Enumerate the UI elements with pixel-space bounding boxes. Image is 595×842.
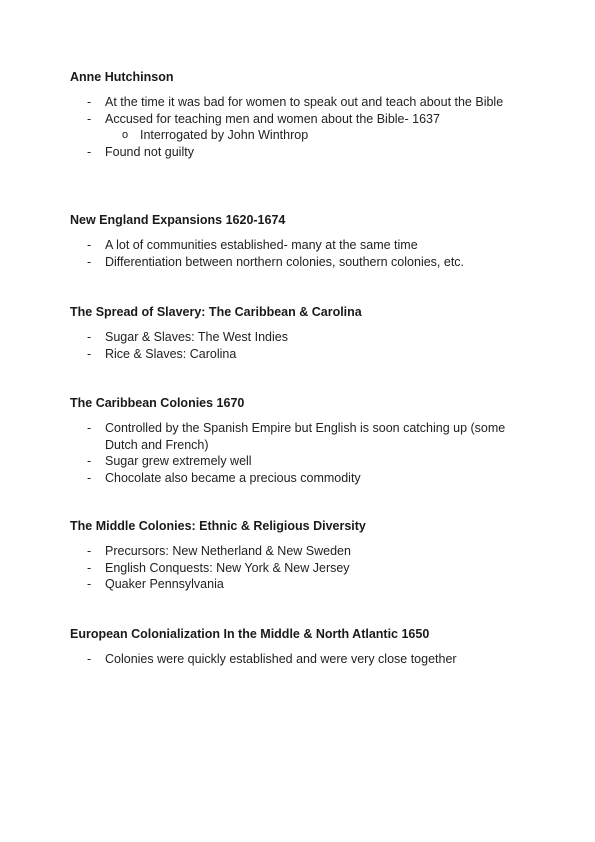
bullet-list — [70, 420, 530, 486]
list-item — [70, 576, 530, 593]
section-anne-hutchinson — [70, 70, 530, 161]
section-heading: European Colonialization In the Middle & North Atlantic 1650 — [70, 627, 430, 641]
list-item — [70, 329, 530, 346]
dash-bullet: - — [87, 544, 92, 558]
dash-bullet: - — [87, 145, 92, 159]
list-item-text: Controlled by the Spanish Empire but English is soon catching up (some Dutch and French) — [105, 421, 506, 452]
section-caribbean-colonies — [70, 396, 530, 486]
list-item — [70, 420, 530, 453]
section-spread-of-slavery — [70, 305, 530, 362]
bullet-list — [70, 543, 530, 593]
circle-bullet: o — [122, 129, 129, 141]
section-middle-colonies — [70, 519, 530, 593]
dash-bullet: - — [87, 560, 92, 575]
list-item — [70, 470, 530, 487]
section-european-colonialization — [70, 627, 530, 668]
list-item-text: Found not guilty — [105, 145, 194, 159]
section-new-england-expansions — [70, 213, 530, 270]
dash-bullet: - — [87, 421, 92, 435]
dash-bullet: - — [87, 346, 92, 361]
list-item-text: Chocolate also became a precious commodity — [105, 470, 361, 485]
dash-bullet: - — [87, 454, 92, 468]
list-item-text: Precursors: New Netherland & New Sweden — [105, 544, 351, 558]
list-item-text: Sugar grew extremely well — [105, 454, 252, 468]
sub-list-item-text: Interrogated by John Winthrop — [140, 128, 309, 142]
list-item-text: A lot of communities established- many at the same time — [105, 238, 418, 252]
dash-bullet: - — [87, 254, 92, 269]
section-heading: The Middle Colonies: Ethnic & Religious Diversity — [70, 519, 366, 533]
dash-bullet: - — [87, 238, 92, 252]
list-item — [70, 254, 530, 271]
dash-bullet: - — [87, 111, 92, 126]
section-heading: The Spread of Slavery: The Caribbean & Carolina — [70, 305, 362, 319]
section-heading: Anne Hutchinson — [70, 70, 174, 84]
bullet-list — [70, 237, 530, 270]
dash-bullet: - — [87, 330, 92, 344]
dash-bullet: - — [87, 652, 92, 666]
dash-bullet: - — [87, 577, 92, 591]
list-item — [70, 651, 530, 668]
list-item — [70, 346, 530, 363]
list-item-text: Colonies were quickly established and were very close together — [105, 652, 457, 666]
list-item-text: Quaker Pennsylvania — [105, 577, 224, 591]
section-heading: The Caribbean Colonies 1670 — [70, 396, 245, 410]
list-item-text: English Conquests: New York & New Jersey — [105, 560, 350, 575]
list-item — [70, 94, 530, 111]
bullet-list — [70, 329, 530, 362]
bullet-list — [70, 651, 530, 668]
sub-list — [105, 127, 530, 144]
list-item — [70, 560, 530, 577]
list-item — [70, 111, 530, 145]
dash-bullet: - — [87, 95, 92, 109]
dash-bullet: - — [87, 470, 92, 485]
bullet-list — [70, 94, 530, 161]
list-item-text: Sugar & Slaves: The West Indies — [105, 330, 288, 344]
list-item-text: At the time it was bad for women to speak out and teach about the Bible — [105, 95, 504, 109]
list-item — [70, 237, 530, 254]
list-item — [70, 144, 530, 161]
list-item-text: Rice & Slaves: Carolina — [105, 346, 237, 361]
list-item-text: Differentiation between northern colonies, southern colonies, etc. — [105, 254, 465, 269]
sub-list-item — [105, 127, 530, 144]
list-item — [70, 453, 530, 470]
list-item — [70, 543, 530, 560]
list-item-text: Accused for teaching men and women about the Bible- 1637 — [105, 111, 440, 126]
section-heading: New England Expansions 1620-1674 — [70, 213, 286, 227]
